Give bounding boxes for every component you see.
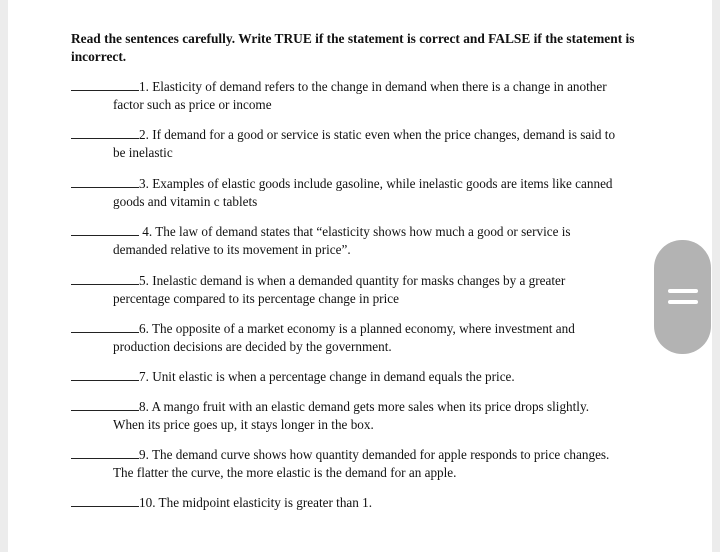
question-1 [71,78,653,114]
grip-line-icon [668,289,698,293]
question-text: 2. If demand for a good or service is static even when the price changes, demand is said to [139,127,616,142]
question-7 [71,368,653,386]
question-text: 3. Examples of elastic goods include gasoline, while inelastic goods are items like canned [139,176,613,191]
answer-blank-10[interactable] [71,494,139,507]
question-10 [71,494,653,512]
answer-blank-9[interactable] [71,446,139,459]
question-2 [71,126,653,162]
answer-blank-6[interactable] [71,320,139,333]
question-text: 5. Inelastic demand is when a demanded quantity for masks changes by a greater [139,273,566,288]
question-text: 4. The law of demand states that “elasticity shows how much a good or service is [139,224,571,239]
answer-blank-7[interactable] [71,368,139,381]
question-text: 7. Unit elastic is when a percentage change in demand equals the price. [139,369,515,384]
question-6 [71,320,653,356]
question-text-continued: The flatter the curve, the more elastic is the demand for an apple. [113,465,457,480]
answer-blank-5[interactable] [71,272,139,285]
question-text-continued: be inelastic [113,145,173,160]
question-text-continued: production decisions are decided by the government. [113,339,392,354]
scroll-handle[interactable] [654,240,711,354]
answer-blank-8[interactable] [71,398,139,411]
question-text-continued: When its price goes up, it stays longer in the box. [113,417,374,432]
answer-blank-4[interactable] [71,223,139,236]
question-text-continued: demanded relative to its movement in price”. [113,242,351,257]
worksheet-page [8,0,712,552]
question-text: 9. The demand curve shows how quantity demanded for apple responds to price changes. [139,447,610,462]
question-8 [71,398,653,434]
question-text-continued: percentage compared to its percentage change in price [113,291,399,306]
answer-blank-3[interactable] [71,175,139,188]
question-text-continued: factor such as price or income [113,97,272,112]
question-9 [71,446,653,482]
question-text: 8. A mango fruit with an elastic demand gets more sales when its price drops slightly. [139,399,589,414]
question-text: 1. Elasticity of demand refers to the change in demand when there is a change in another [139,79,607,94]
answer-blank-2[interactable] [71,126,139,139]
question-5 [71,272,653,308]
question-text-continued: goods and vitamin c tablets [113,194,258,209]
question-text: 10. The midpoint elasticity is greater than 1. [139,495,373,510]
instructions-heading: Read the sentences carefully. Write TRUE if the statement is correct and FALSE if the statement is incorrect. [71,31,635,64]
question-4 [71,223,653,259]
question-text: 6. The opposite of a market economy is a planned economy, where investment and [139,321,575,336]
grip-line-icon [668,300,698,304]
answer-blank-1[interactable] [71,78,139,91]
question-3 [71,175,653,211]
